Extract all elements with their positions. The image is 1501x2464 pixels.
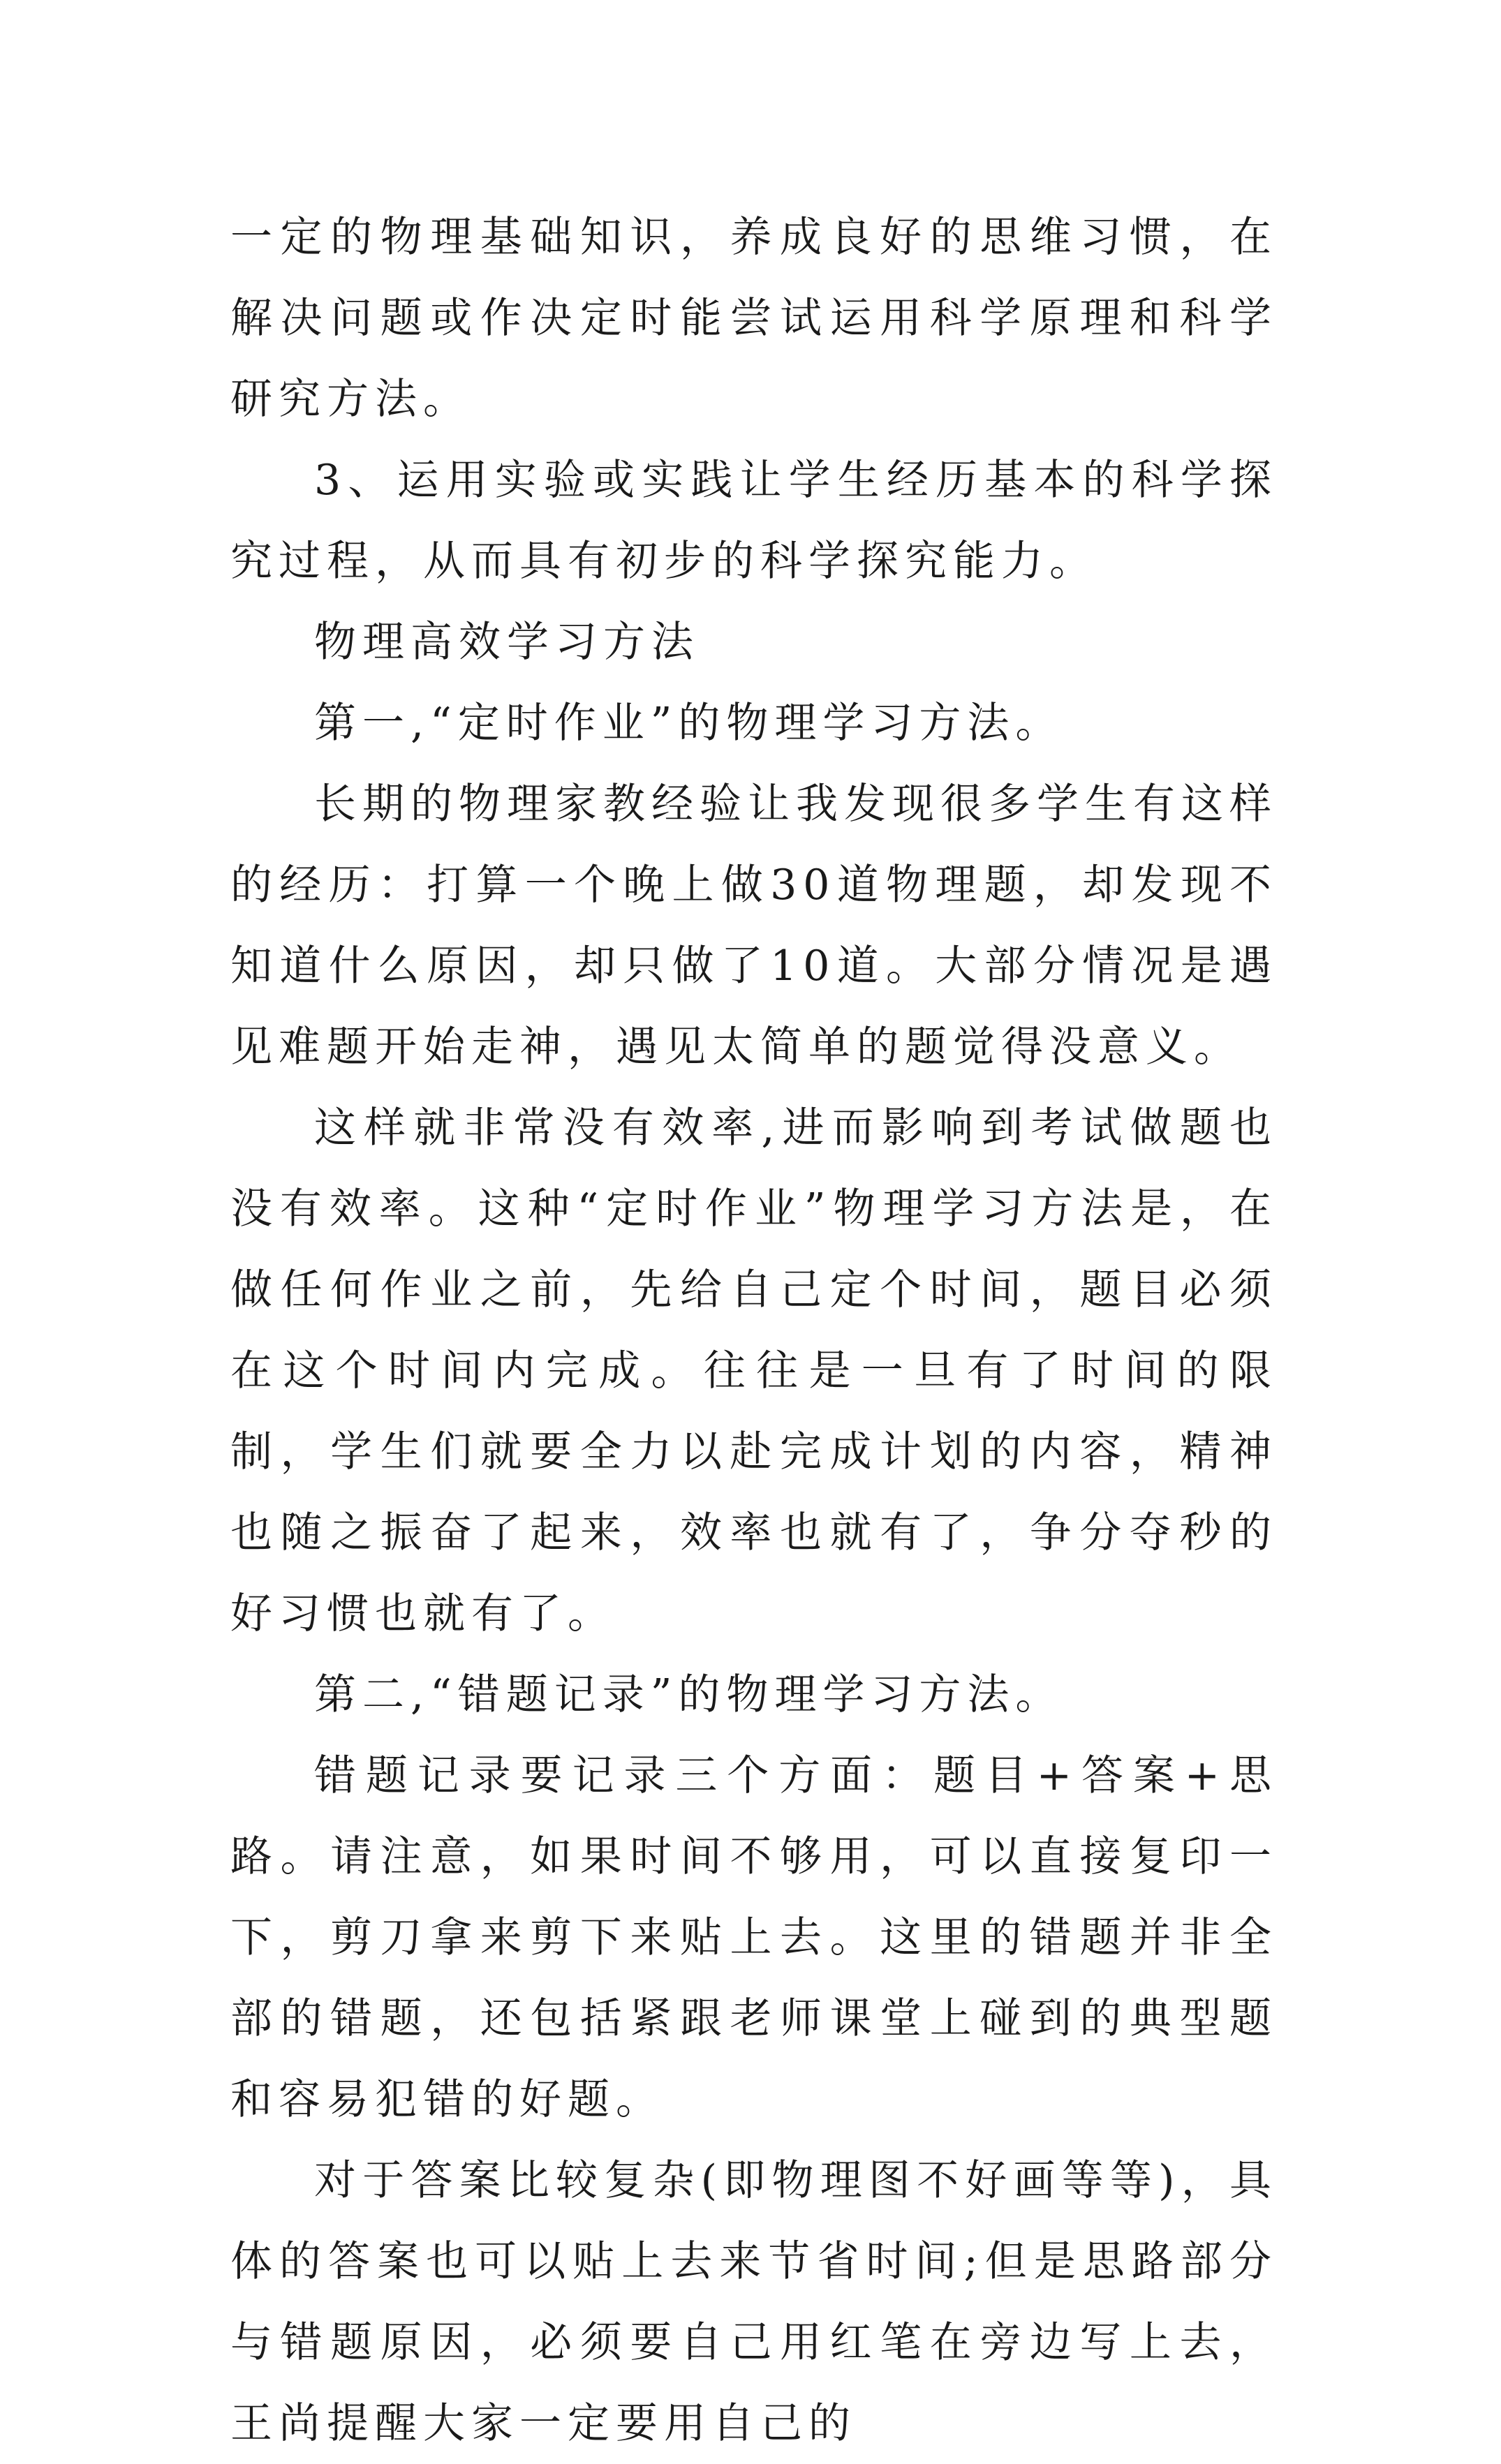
paragraph-1: 一定的物理基础知识，养成良好的思维习惯，在解决问题或作决定时能尝试运用科学原理和科学研究方法。 bbox=[230, 213, 1278, 424]
paragraph-6: 这样就非常没有效率,进而影响到考试做题也没有效率。这种“定时作业”物理学习方法是，在做任何作业之前，先给自己定个时间，题目必须在这个时间内完成。往往是一旦有了时间的限制，学生们就要全力以赴完成计划的内容，精神也随之振奋了起来，效率也就有了，争分夺秒的好习惯也就有了。 bbox=[230, 1104, 1278, 1638]
paragraph-8: 错题记录要记录三个方面：题目+答案+思路。请注意，如果时间不够用，可以直接复印一下，剪刀拿来剪下来贴上去。这里的错题并非全部的错题，还包括紧跟老师课堂上碰到的典型题和容易犯错的好题。 bbox=[230, 1751, 1278, 2124]
method-2-heading: 第二,“错题记录”的物理学习方法。 bbox=[314, 1670, 1064, 1719]
paragraph-9: 对于答案比较复杂(即物理图不好画等等)，具体的答案也可以贴上去来节省时间;但是思路部分与错题原因，必须要自己用红笔在旁边写上去，王尚提醒大家一定要用自己的 bbox=[230, 2156, 1278, 2448]
paragraph-5: 长期的物理家教经验让我发现很多学生有这样的经历：打算一个晚上做30道物理题，却发现不知道什么原因，却只做了10道。大部分情况是遇见难题开始走神，遇见太简单的题觉得没意义。 bbox=[230, 780, 1278, 1071]
method-1-heading: 第一,“定时作业”的物理学习方法。 bbox=[314, 699, 1064, 748]
document-body bbox=[230, 197, 1278, 2464]
section-heading: 物理高效学习方法 bbox=[314, 618, 700, 667]
paragraph-2: 3、运用实验或实践让学生经历基本的科学探究过程，从而具有初步的科学探究能力。 bbox=[230, 456, 1278, 586]
